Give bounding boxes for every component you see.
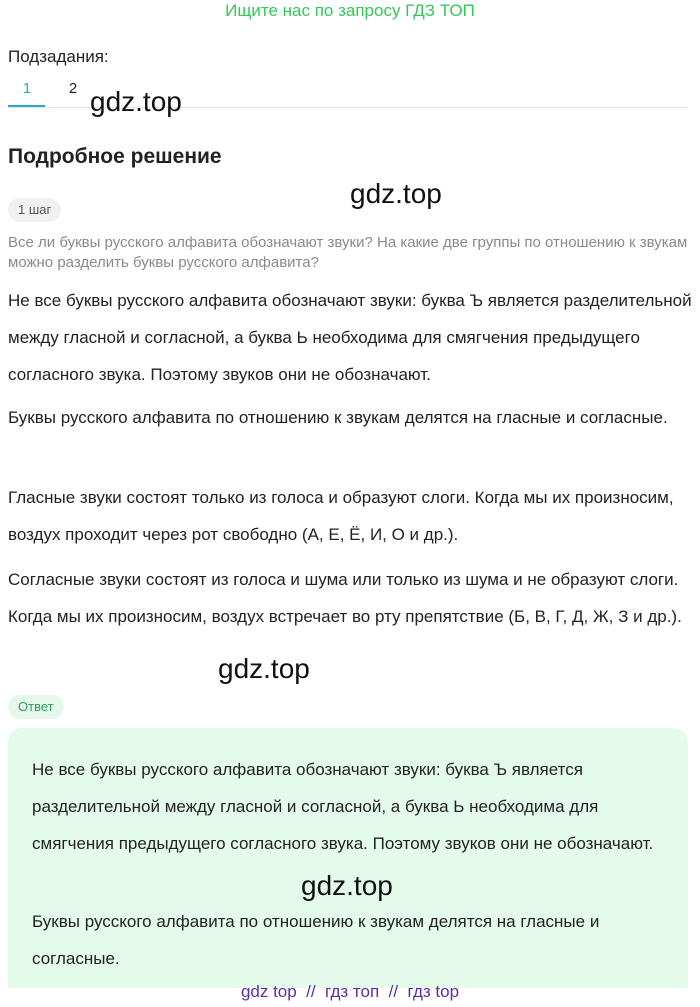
active-tab-indicator [8, 105, 45, 107]
step-badge: 1 шаг [8, 198, 61, 222]
watermark: gdz.top [301, 870, 393, 901]
answer-paragraph: Буквы русского алфавита по отношению к звукам делятся на гласные и согласные. [32, 912, 600, 968]
promo-banner[interactable]: Ищите нас по запросу ГДЗ ТОП [225, 1, 475, 20]
solution-paragraph: Не все буквы русского алфавита обозначают звуки: буква Ъ является разделительной между гласной и согласной, а буква Ь необходима для смягчения предыдущего согласного звука. Поэтому звуков они не обозначают. [8, 291, 692, 384]
tab-subtask-1[interactable]: 1 [22, 80, 32, 97]
answer-paragraph: Не все буквы русского алфавита обозначают звуки: буква Ъ является разделительной между гласной и согласной, а буква Ь необходима для смягчения предыдущего согласного звука. Поэтому звуков они не обозначают. [32, 760, 654, 853]
watermark: gdz.top [350, 178, 442, 209]
answer-box [8, 728, 688, 988]
solution-paragraph: Буквы русского алфавита по отношению к звукам делятся на гласные и согласные. [8, 408, 668, 427]
watermark: gdz.top [90, 86, 182, 117]
watermark: gdz.top [218, 653, 310, 684]
footer-links[interactable]: gdz top // гдз топ // гдз top [240, 982, 460, 1001]
answer-badge: Ответ [8, 695, 64, 719]
solution-paragraph: Согласные звуки состоят из голоса и шума или только из шума и не образуют слоги. Когда мы их произносим, воздух встречает во рту препятствие (Б, В, Г, Д, Ж, З и др.). [8, 570, 682, 626]
step-question: Все ли буквы русского алфавита обозначают звуки? На какие две группы по отношению к звукам можно разделить буквы русского алфавита? [8, 234, 688, 271]
solution-paragraph: Гласные звуки состоят только из голоса и образуют слоги. Когда мы их произносим, воздух проходит через рот свободно (А, Е, Ё, И, О и др.). [8, 488, 674, 544]
section-title: Подробное решение [8, 145, 222, 168]
subtasks-label: Подзадания: [8, 47, 109, 66]
tab-subtask-2[interactable]: 2 [68, 80, 78, 97]
